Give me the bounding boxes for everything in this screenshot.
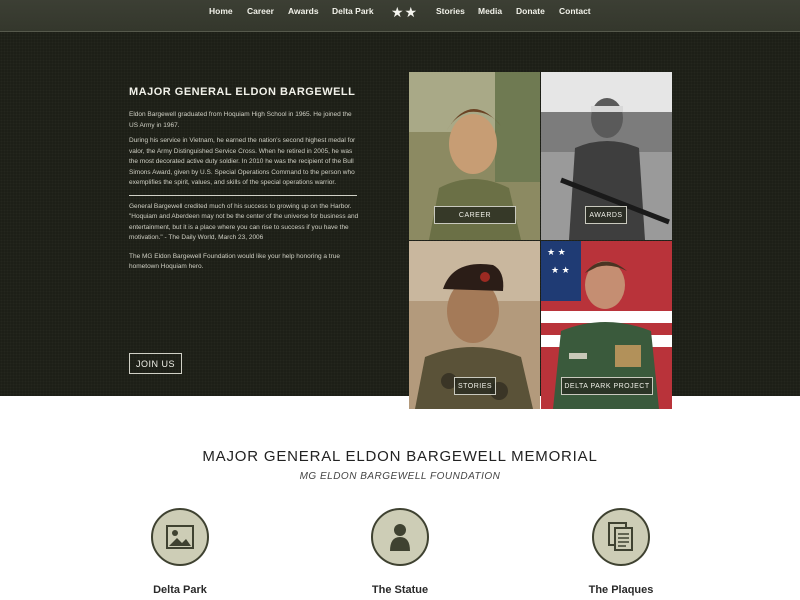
career-button[interactable]: CAREER (434, 206, 516, 224)
delta-park-project-button[interactable]: DELTA PARK PROJECT (561, 377, 653, 395)
awards-tile[interactable] (541, 72, 672, 240)
svg-text:★ ★: ★ ★ (551, 265, 570, 275)
awards-button[interactable]: AWARDS (585, 206, 627, 224)
person-icon[interactable] (371, 508, 429, 566)
feature-label[interactable]: Delta Park (153, 584, 207, 596)
feature-delta-park[interactable] (100, 508, 260, 596)
image-icon[interactable] (151, 508, 209, 566)
memorial-title: MAJOR GENERAL ELDON BARGEWELL MEMORIAL (202, 448, 598, 465)
delta-park-tile[interactable] (541, 241, 672, 409)
join-us-button[interactable]: JOIN US (129, 353, 182, 374)
nav-career[interactable]: Career (247, 6, 274, 16)
top-nav (0, 0, 800, 32)
memorial-subtitle: MG ELDON BARGEWELL FOUNDATION (299, 471, 501, 482)
documents-icon[interactable] (592, 508, 650, 566)
nav-contact[interactable]: Contact (559, 6, 591, 16)
bio-paragraph: During his service in Vietnam, he earned the nation's second highest medal for valor, the Army Distinguished Service Cross. When he retired in 2005, he was the most decorated active duty soldier. In 2010 he was the recipient of the Bull Simons Award, given by U.S. Special Operations Command to the person who exemplifies the spirit, values, and skills of the special operations warrior. (129, 137, 356, 186)
stars-logo-icon[interactable]: ★★ (391, 4, 419, 20)
feature-label[interactable]: The Statue (371, 584, 429, 596)
bio-paragraph: Eldon Bargewell graduated from Hoquiam High School in 1965. He joined the US Army in 1967. (129, 111, 352, 129)
hero-title: MAJOR GENERAL ELDON BARGEWELL (129, 86, 356, 98)
nav-donate[interactable]: Donate (516, 6, 545, 16)
career-tile[interactable] (409, 72, 540, 240)
feature-the-plaques[interactable] (541, 508, 701, 596)
divider (129, 249, 357, 250)
bio-quote: General Bargewell credited much of his success to growing up on the Harbor. "Hoquiam and Aberdeen may not be the center of the universe for business and entertainment, but it is a place where you can rise to success if you have the motivation." - The Daily World, March 23, 2006 (129, 202, 359, 241)
svg-text:★ ★: ★ ★ (547, 247, 566, 257)
nav-home[interactable]: Home (209, 6, 233, 16)
nav-media[interactable]: Media (478, 6, 503, 16)
stories-button[interactable]: STORIES (454, 377, 496, 395)
photo-grid (409, 72, 672, 409)
hero-section (0, 32, 800, 396)
nav-delta-park[interactable]: Delta Park (332, 6, 374, 16)
bio-block (129, 86, 361, 278)
feature-the-statue[interactable] (320, 508, 480, 596)
nav-stories[interactable]: Stories (436, 6, 465, 16)
nav-awards[interactable]: Awards (288, 6, 319, 16)
stories-tile[interactable] (409, 241, 540, 409)
feature-label[interactable]: The Plaques (588, 584, 654, 596)
bio-paragraph: The MG Eldon Bargewell Foundation would like your help honoring a true hometown Hoquiam hero. (129, 252, 341, 270)
divider (129, 195, 357, 196)
